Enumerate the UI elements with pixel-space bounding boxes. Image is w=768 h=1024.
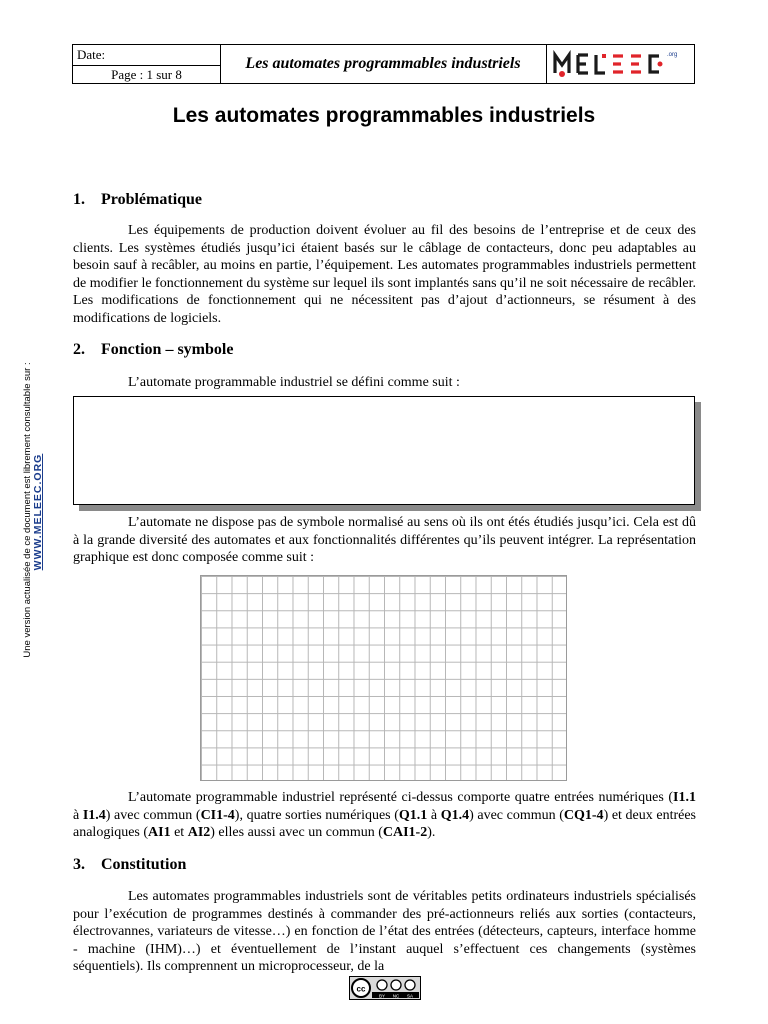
- side-url-link[interactable]: WWW.MELEEC.ORG: [32, 453, 44, 571]
- page-number: Page : 1 sur 8: [111, 67, 182, 82]
- term: I1.1: [673, 790, 696, 805]
- creative-commons-badge[interactable]: [349, 976, 421, 1000]
- term: Q1.1: [398, 807, 428, 823]
- term: CAI1-2: [382, 825, 428, 840]
- header-info-cell: [73, 45, 221, 83]
- drawing-grid[interactable]: [200, 575, 567, 781]
- svg-text:.org: .org: [667, 52, 678, 58]
- text-fragment: ) elles aussi avec un commun (: [210, 825, 383, 840]
- section-heading-3: [73, 856, 186, 874]
- sa-icon: [405, 980, 415, 990]
- section-number: 2.: [73, 341, 85, 358]
- header-doc-title: Les automates programmables industriels: [220, 45, 547, 83]
- paragraph-text: Les équipements de production doivent évoluer au fil des besoins de l’entreprise et de ceux des clients. Les systèmes étudiés jusqu’ici étaient basés sur le câblage de contacteurs, donc peu adaptables au besoin sauf à recâbler, au moins en partie, l’équipement. Les automates programmables industriels permettent de modifier le fonctionnement du système sur lequel ils sont implantés sans qu’il ne soit nécessaire de recâbler. Les modifications de fonctionnement qui ne nécessitent pas d’ajout d’actionneurs, se résument à des modifications de logiciels.: [73, 223, 696, 326]
- definition-answer-box[interactable]: [73, 396, 695, 505]
- text-fragment: L’automate programmable industriel représenté ci-dessus comporte quatre entrées numériques (: [128, 790, 674, 805]
- by-icon: [377, 980, 387, 990]
- header-table: [72, 44, 695, 84]
- section-number: 1.: [73, 191, 85, 208]
- section-title: Fonction – symbole: [101, 341, 234, 358]
- text-fragment: à: [427, 807, 441, 823]
- section-number: 3.: [73, 856, 85, 873]
- text-fragment: et: [170, 825, 188, 840]
- paragraph-problematique: [73, 222, 696, 327]
- paragraph-plc-description: [73, 789, 696, 842]
- text-fragment: ), quatre sorties numériques (: [234, 807, 399, 823]
- text-fragment: ).: [427, 825, 436, 840]
- paragraph-text: Les automates programmables industriels sont de véritables petits ordinateurs industriels spécialisés pour l’exécution de programmes destinés à commander des pré-actionneurs reliés aux sorties (contacteurs, électrovannes, variateurs de vitesse…) en fonction de l’état des entrées (détecteurs, capteurs, interface homme - machine (IHM)…) et éventuellement de l’instant auquel s’effectuent ces changements (systèmes séquentiels). Ils comprennent un microprocesseur, de la: [73, 889, 696, 974]
- paragraph-constitution: [73, 888, 696, 976]
- term: I1.4: [82, 807, 106, 823]
- term: AI1: [148, 825, 171, 840]
- section-heading-1: [73, 191, 202, 209]
- term: Q1.4: [440, 807, 470, 823]
- meleec-logo: [547, 45, 694, 83]
- text-fragment: à: [73, 807, 83, 823]
- paragraph-text: L’automate programmable industriel se défini comme suit :: [128, 375, 460, 390]
- term: CI1-4: [200, 807, 235, 823]
- text-fragment: ) avec commun (: [469, 807, 564, 823]
- date-label: Date:: [77, 47, 106, 62]
- paragraph-symbol: [73, 514, 696, 567]
- text-fragment: ) avec commun (: [105, 807, 201, 823]
- section-title: Problématique: [101, 191, 203, 208]
- paragraph-text: L’automate ne dispose pas de symbole normalisé au sens où ils ont étés étudiés jusqu’ici. Cela est dû à la grande diversité des automates et aux fonctionnalités différentes qu’ils peuvent intégrer. La représentation graphique est donc composée comme suit :: [73, 515, 696, 565]
- cc-label: cc: [356, 984, 366, 994]
- term: AI2: [187, 825, 211, 840]
- page-title: Les automates programmables industriels: [172, 104, 596, 127]
- paragraph-definition-intro: [73, 374, 696, 392]
- text-fragment: ) et deux entrées analogiques (: [73, 807, 696, 840]
- term: CQ1-4: [563, 807, 604, 823]
- by-label: BY: [378, 993, 386, 999]
- sa-label: SA: [406, 993, 414, 999]
- side-note: Une version actualisée de ce document est librement consultable sur :: [22, 362, 33, 658]
- divider: [73, 65, 220, 66]
- section-heading-2: [73, 341, 233, 359]
- nc-label: NC: [392, 993, 400, 999]
- section-title: Constitution: [101, 856, 187, 873]
- nc-icon: [391, 980, 401, 990]
